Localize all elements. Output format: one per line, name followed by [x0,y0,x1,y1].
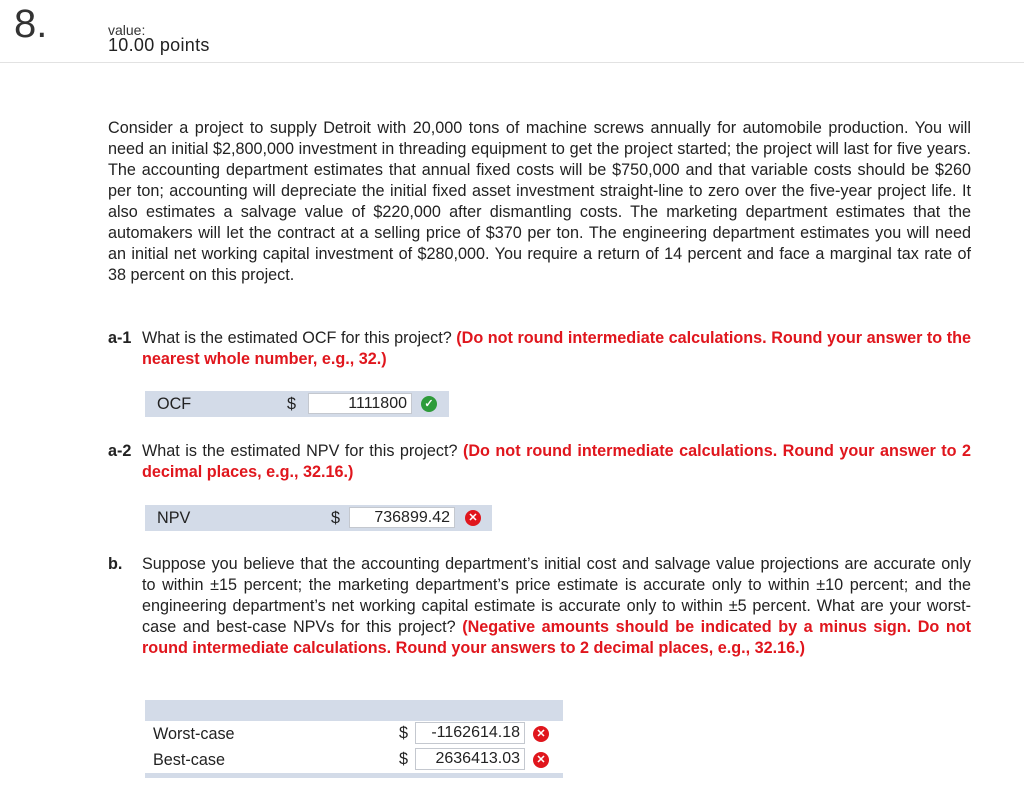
x-circle-icon: ✕ [533,726,549,742]
question-a1-instruction: (Do not round intermediate calculations. Round your answer to the nearest whole number, e.g., 32.) [142,329,971,368]
x-circle-icon: ✕ [465,510,481,526]
scenario-answer-table [145,700,563,778]
best-case-row [145,747,563,773]
worst-case-label: Worst-case [153,725,235,743]
points-value: 10.00 points [108,35,210,55]
check-circle-icon: ✓ [421,396,437,412]
ocf-currency: $ [287,395,297,413]
worst-case-row [145,721,563,747]
best-case-currency: $ [399,750,409,768]
question-b-tag: b. [108,555,123,573]
question-a2-tag: a-2 [108,442,132,460]
question-a2 [108,441,971,483]
best-case-label: Best-case [153,751,225,769]
x-circle-icon: ✕ [533,752,549,768]
question-number: 8. [14,2,48,46]
question-a2-instruction: (Do not round intermediate calculations. Round your answer to 2 decimal places, e.g., 32.16.) [142,442,971,481]
question-a1-tag: a-1 [108,329,132,347]
worst-case-answer-input[interactable]: -1162614.18 [415,722,525,744]
problem-statement: Consider a project to supply Detroit with 20,000 tons of machine screws annually for automobile production. You will need an initial $2,800,000 investment in threading equipment to get the project started; the project will last for five years. The accounting department estimates that annual fixed costs will be $750,000 and that variable costs should be $260 per ton; accounting will depreciate the initial fixed asset investment straight-line to zero over the five-year project life. It also estimates a salvage value of $220,000 after dismantling costs. The marketing department estimates that the automakers will let the contract at a selling price of $370 per ton. The engineering department estimates you will need an initial net working capital investment of $280,000. You require a return of 14 percent and face a marginal tax rate of 38 percent on this project. [108,119,971,284]
question-b-instruction: (Negative amounts should be indicated by a minus sign. Do not round intermediate calculations. Round your answers to 2 decimal places, e.g., 32.16.) [142,618,971,657]
ocf-answer-row [145,391,449,417]
npv-answer-row [145,505,492,531]
question-a1 [108,328,971,370]
worst-case-currency: $ [399,724,409,742]
npv-currency: $ [331,509,341,527]
question-a1-text: What is the estimated OCF for this project? [142,329,452,347]
header-divider [0,62,1024,63]
question-b [108,554,971,659]
npv-label: NPV [157,509,191,527]
npv-answer-input[interactable]: 736899.42 [349,507,455,528]
question-a2-text: What is the estimated NPV for this project? [142,442,458,460]
ocf-label: OCF [157,395,192,413]
value-label: value: [108,22,146,38]
best-case-answer-input[interactable]: 2636413.03 [415,748,525,770]
scenario-table-footer [145,773,563,778]
question-b-text: Suppose you believe that the accounting department’s initial cost and salvage value projections are accurate only to within ±15 percent; the marketing department’s price estimate is accurate only to within ±10 percent; and the engineering department’s net working capital estimate is accurate only to within ±5 percent. What are your worst-case and best-case NPVs for this project? [142,555,971,636]
scenario-table-header [145,700,563,721]
ocf-answer-input[interactable]: 1111800 [308,393,412,414]
